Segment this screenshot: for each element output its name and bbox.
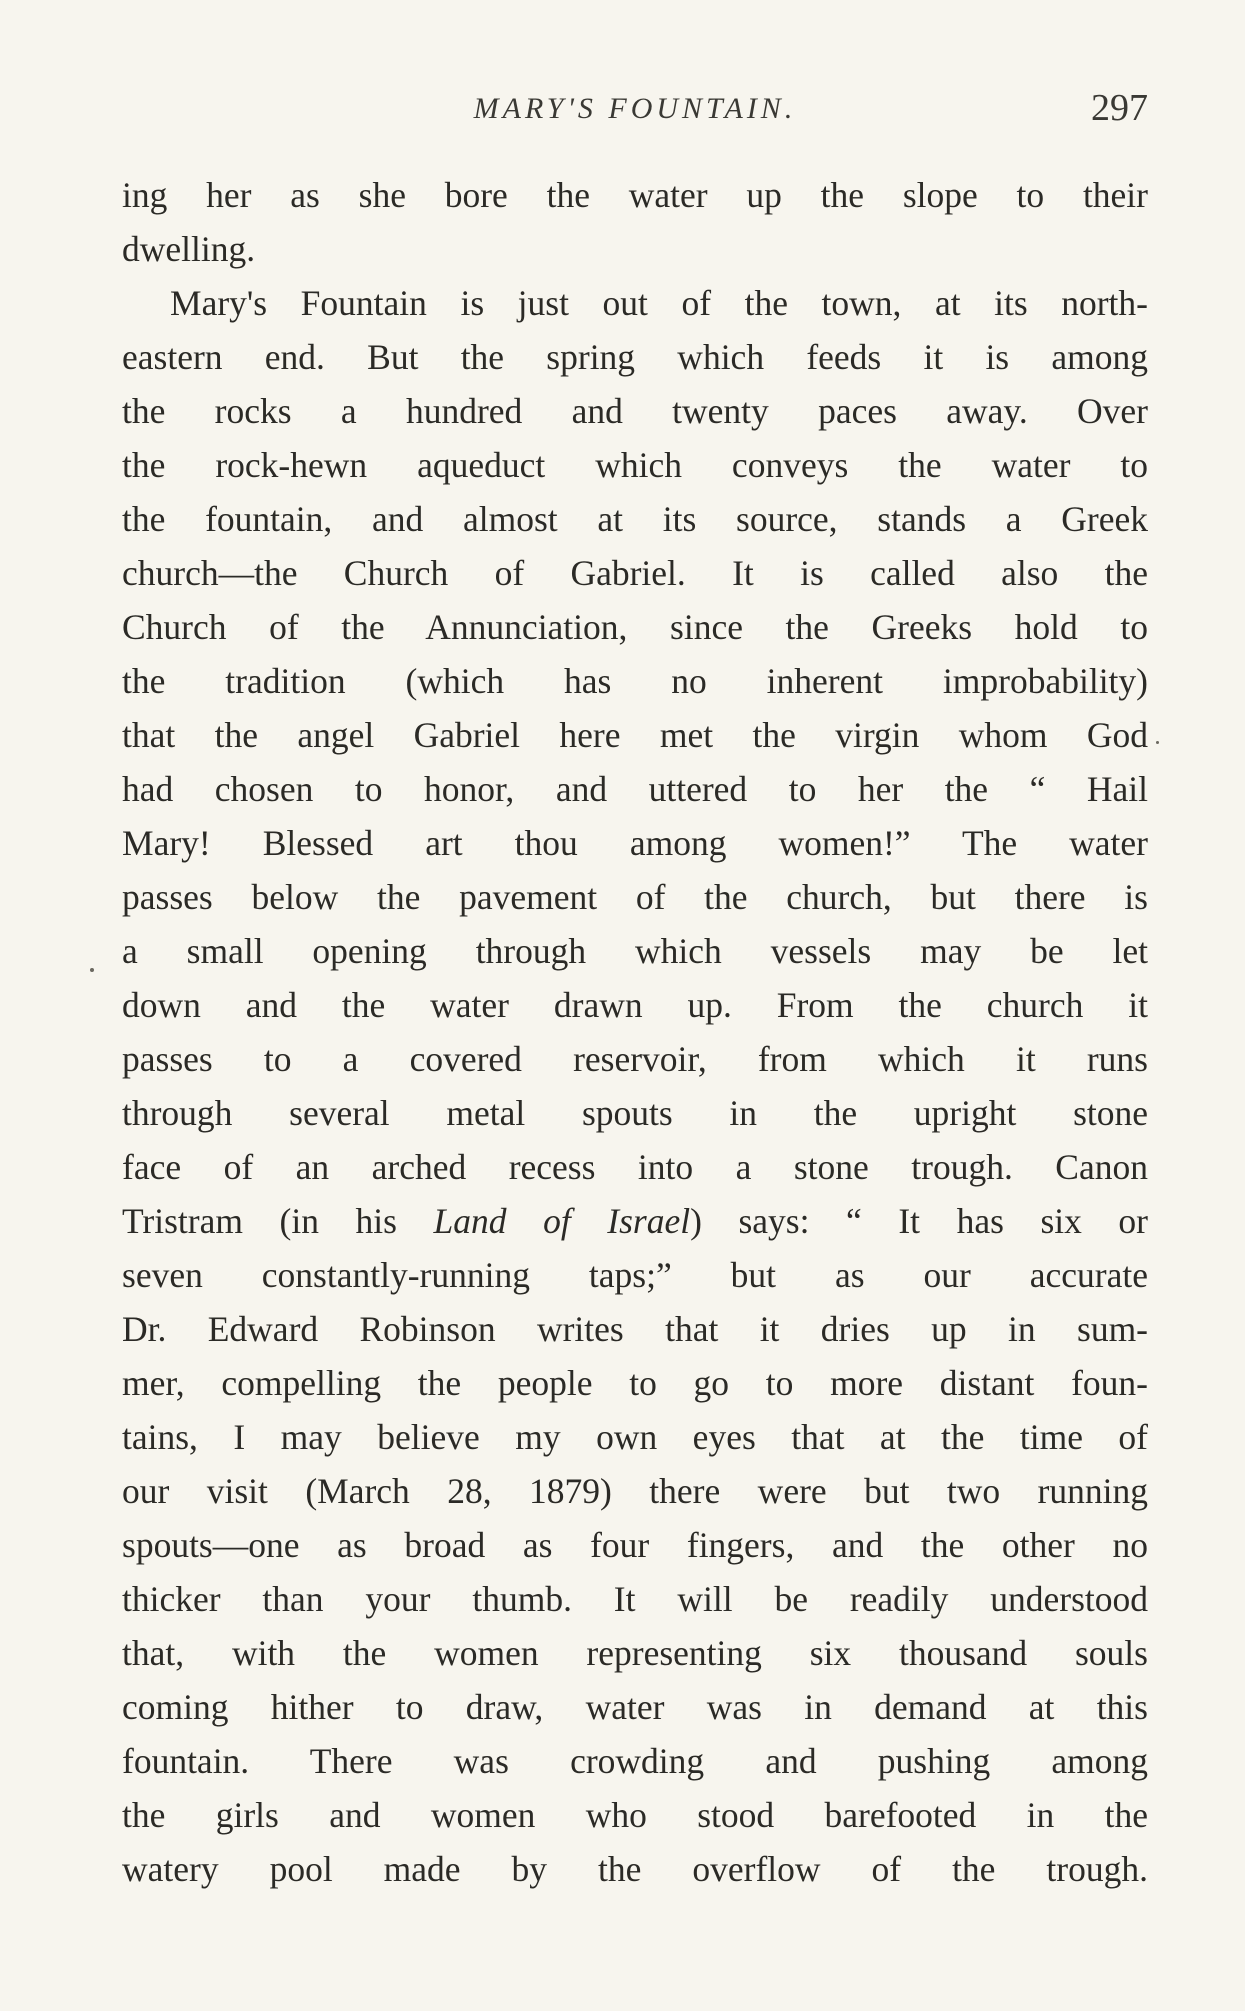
text-line: passes to a covered reservoir, from which it runs [122, 1039, 1148, 1079]
text-line: that the angel Gabriel here met the virgin whom God [122, 715, 1148, 755]
text-line: a small opening through which vessels may be let [122, 931, 1148, 971]
text-line: the girls and women who stood barefooted in the [122, 1795, 1148, 1835]
text-line: fountain. There was crowding and pushing among [122, 1741, 1148, 1781]
text-line: ing her as she bore the water up the slope to their [122, 175, 1148, 215]
text-line-with-title [122, 1194, 1148, 1248]
body-text [122, 168, 1148, 1896]
text-line: spouts—one as broad as four fingers, and the other no [122, 1525, 1148, 1565]
text-line: passes below the pavement of the church, but there is [122, 877, 1148, 917]
text-line: church—the Church of Gabriel. It is called also the [122, 553, 1148, 593]
margin-speck [1156, 741, 1159, 744]
text-line: thicker than your thumb. It will be readily understood [122, 1579, 1148, 1619]
text-line: watery pool made by the overflow of the trough. [122, 1849, 1148, 1889]
text-line: the fountain, and almost at its source, stands a Greek [122, 499, 1148, 539]
text-line: down and the water drawn up. From the church it [122, 985, 1148, 1025]
text-line: Church of the Annunciation, since the Greeks hold to [122, 607, 1148, 647]
text-line: had chosen to honor, and uttered to her the “ Hail [122, 769, 1148, 809]
text-segment: ) says: “ It has six or [690, 1201, 1148, 1241]
text-line: the rock-hewn aqueduct which conveys the water to [122, 445, 1148, 485]
margin-speck [90, 968, 94, 972]
text-line: tains, I may believe my own eyes that at the time of [122, 1417, 1148, 1457]
book-title: Land of Israel [433, 1201, 691, 1241]
text-line: mer, compelling the people to go to more distant foun- [122, 1363, 1148, 1403]
text-line: dwelling. [122, 229, 256, 269]
text-line: that, with the women representing six thousand souls [122, 1633, 1148, 1673]
text-line: our visit (March 28, 1879) there were but two running [122, 1471, 1148, 1511]
text-line: coming hither to draw, water was in demand at this [122, 1687, 1148, 1727]
text-line: Mary! Blessed art thou among women!” The water [122, 823, 1148, 863]
text-line: the tradition (which has no inherent improbability) [122, 661, 1148, 701]
text-line: Dr. Edward Robinson writes that it dries up in sum- [122, 1309, 1148, 1349]
text-line: seven constantly-running taps;” but as our accurate [122, 1255, 1148, 1295]
text-line: Mary's Fountain is just out of the town, at its north- [170, 283, 1148, 323]
running-title: MARY'S FOUNTAIN. [473, 92, 797, 125]
text-line: face of an arched recess into a stone trough. Canon [122, 1147, 1148, 1187]
page-number: 297 [1091, 87, 1148, 129]
text-line: eastern end. But the spring which feeds it is among [122, 337, 1148, 377]
running-head [122, 86, 1148, 136]
text-line: the rocks a hundred and twenty paces away. Over [122, 391, 1148, 431]
text-segment: Tristram (in his [122, 1201, 434, 1241]
text-line: through several metal spouts in the upright stone [122, 1093, 1148, 1133]
